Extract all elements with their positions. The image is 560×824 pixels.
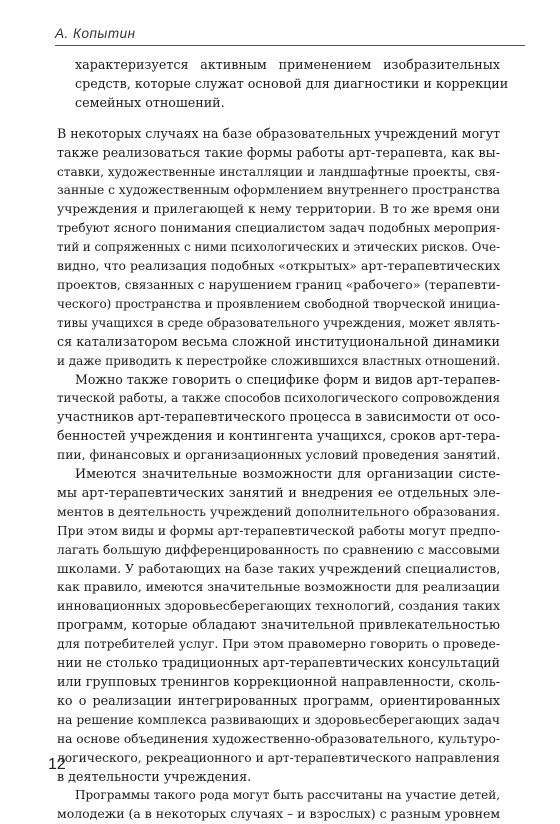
text-line: как правило, имеются значительные возможности для реализации — [57, 580, 500, 595]
text-line: тической работы, а также способов психологического сопровождения — [57, 391, 501, 406]
text-line: ментов в деятельность учреждений дополнительного образования. — [57, 504, 501, 519]
text-line: ческого) пространства и проявлением свободной творческой инициа- — [57, 296, 500, 311]
text-line: тий и сопряженных с ними психологических и этических рисков. Оче- — [57, 240, 501, 255]
text-line: Можно также говорить о специфике форм и видов арт-терапев- — [75, 371, 501, 387]
text-line: школами. У работающих на базе таких учреждений специалистов, — [57, 560, 501, 576]
text-line: на основе объединения художественно-образовательного, культуро- — [57, 731, 500, 746]
text-line: Программы такого рода могут быть рассчитаны на участие детей, — [75, 788, 501, 803]
text-line: средств, которые служат основой для диагностики и коррекции — [75, 75, 509, 91]
text-line: или групповых тренингов коррекционной направленности, сколь- — [57, 674, 500, 689]
text-line: на решение комплекса развивающих и здоровьесберегающих задач — [57, 712, 500, 727]
text-line: также реализоваться такие формы работы арт-терапевта, как вы- — [57, 144, 500, 160]
text-line: учреждения и прилегающей к нему территории. В то же время они — [57, 202, 501, 217]
text-line: характеризуется активным применением изобразительных — [75, 57, 500, 72]
text-line: пии, финансовых и организационных условий проведения занятий. — [57, 448, 501, 463]
text-line: тивы учащихся в среде образовательного учреждения, может являть- — [57, 315, 501, 330]
text-line: Имеются значительные возможности для организации систе- — [75, 466, 500, 482]
text-line: При этом виды и формы арт-терапевтической работы могут предпо- — [57, 523, 500, 538]
paragraph — [57, 125, 500, 371]
body-text — [57, 56, 509, 824]
text-line: ся катализатором весьма сложной институциональной динамики — [57, 333, 500, 349]
text-line: инновационных здоровьесберегающих технологий, создания таких — [57, 598, 501, 614]
text-line: бенностей учреждения и контингента учащихся, сроков арт-тера- — [57, 428, 501, 444]
block-gap — [57, 113, 500, 125]
text-line: участников арт-терапевтического процесса в зависимости от осо- — [57, 409, 501, 425]
text-line: ставки, художественные инсталляции и ландшафтные проекты, свя- — [57, 164, 500, 179]
page-number: 12 — [48, 756, 66, 773]
text-line: В некоторых случаях на базе образовательных учреждений могут — [57, 125, 501, 141]
text-line: для потребителей услуг. При этом правомерно говорить о проведе- — [57, 637, 500, 652]
text-line: требуют ясного понимания специалистом задач подобных мероприя- — [57, 221, 501, 236]
text-line: и даже приводить к перестройке сложившихся властных отношений. — [57, 353, 501, 368]
text-line: программ, которые обладают значительной привлекательностью — [57, 617, 500, 633]
paragraph — [57, 786, 500, 824]
paragraph-continuation — [57, 56, 509, 113]
running-header — [0, 0, 560, 56]
paragraph — [57, 465, 500, 786]
text-line: нии не столько традиционных арт-терапевтических консультаций — [57, 655, 500, 671]
text-line: семейных отношений. — [75, 94, 225, 110]
text-line: ко о реализации интегрированных программ, ориентированных — [57, 692, 500, 708]
text-line: логического, рекреационного и арт-терапевтического направления — [57, 750, 500, 765]
text-line: молодежи (а в некоторых случаях – и взрослых) с разным уровнем — [57, 806, 501, 822]
text-line: мы арт-терапевтических занятий и внедрения ее отдельных эле- — [57, 484, 500, 500]
header-author: А. Копытин — [55, 26, 136, 41]
text-line: занные с художественным оформлением внутреннего пространства — [57, 183, 500, 198]
text-line: проектов, связанных с нарушением границ «рабочего» (терапевти- — [57, 277, 501, 292]
paragraph — [57, 371, 500, 466]
text-line: видно, что реализация подобных «открытых» арт-терапевтических — [57, 258, 500, 274]
header-rule — [55, 45, 525, 46]
text-line: в деятельности учреждения. — [57, 768, 252, 784]
text-line: лагать большую дифференцированность по сравнению с массовыми — [57, 542, 500, 557]
